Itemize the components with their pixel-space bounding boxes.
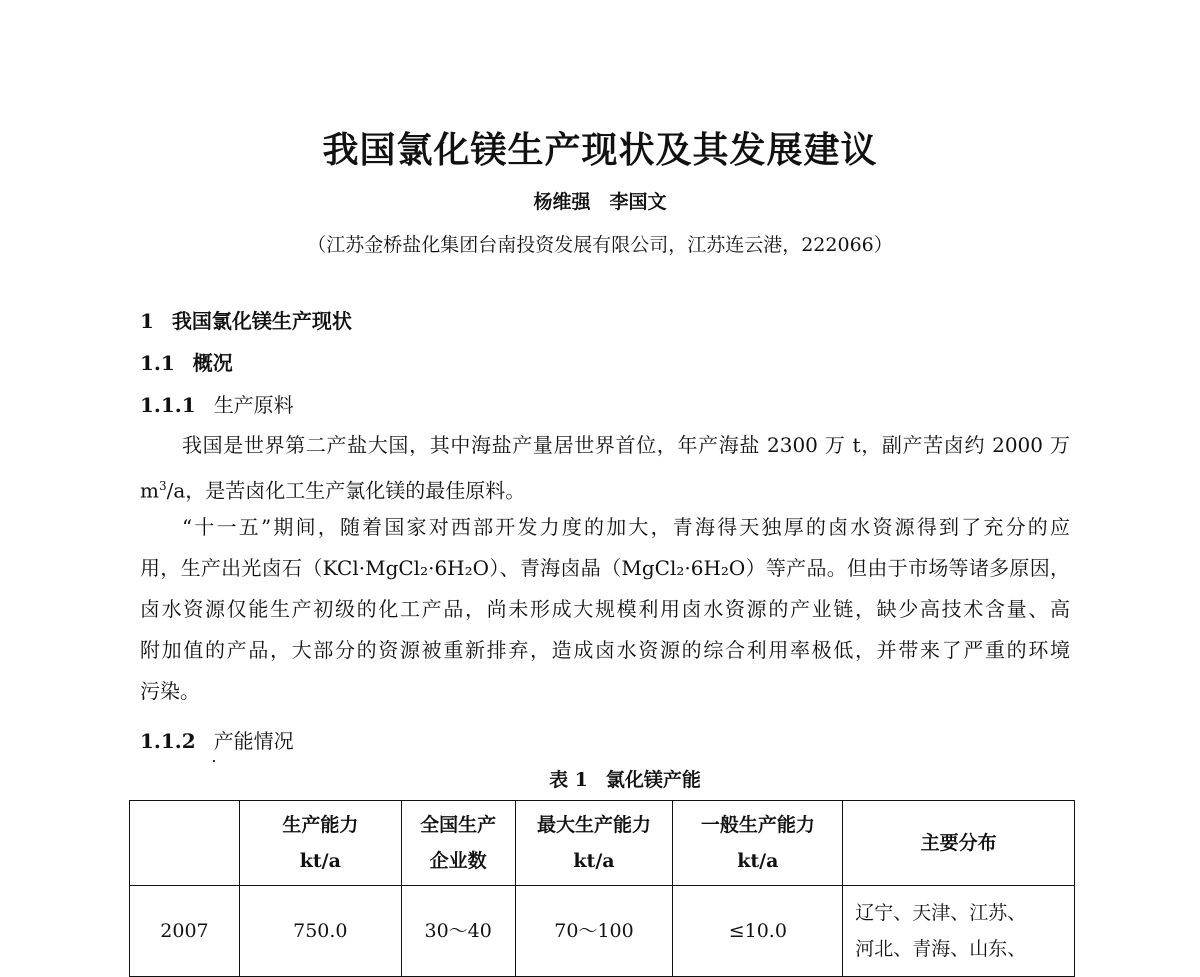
header-enterprises [401, 801, 515, 886]
table-caption [0, 765, 1200, 792]
paragraph-text: /a，是苦卤化工生产氯化镁的最佳原料。 [166, 478, 526, 503]
header-label: 主要分布 [920, 832, 997, 854]
header-year [130, 801, 240, 886]
header-label: 全国生产 [420, 814, 497, 836]
header-unit: kt/a [737, 850, 779, 872]
paper-title: 我国氯化镁生产现状及其发展建议 [322, 129, 878, 171]
header-unit: kt/a [573, 850, 615, 872]
unit-text: m [140, 478, 159, 503]
section-heading-1-1-1 [140, 389, 294, 418]
header-label: 生产能力 [282, 814, 359, 836]
header-unit: 企业数 [429, 850, 487, 872]
section-number: 1 [140, 309, 154, 333]
distribution-line: 辽宁、天津、江苏、 [855, 902, 1027, 924]
header-label: 最大生产能力 [536, 814, 651, 836]
paragraph-line: 用，生产出光卤石（KCl·MgCl₂·6H₂O）、青海卤晶（MgCl₂·6H₂O）等产品。但由于市场等诸多原因， [140, 556, 1070, 580]
section-heading-1-1-2 [140, 725, 294, 754]
paragraph-line [140, 466, 1070, 507]
cell-max-capacity: 70～100 [515, 886, 673, 977]
header-label: 一般生产能力 [700, 814, 815, 836]
cell-year: 2007 [130, 886, 240, 977]
table-row [130, 886, 1075, 977]
header-unit: kt/a [299, 850, 341, 872]
section-heading-1-1 [140, 347, 233, 376]
section-title: 产能情况 [213, 729, 294, 753]
paragraph-line: 我国是世界第二产盐大国，其中海盐产量居世界首位，年产海盐 2300 万 t，副产苦卤约 2000 万 [182, 433, 1070, 457]
capacity-table [129, 800, 1075, 977]
section-title: 概况 [192, 351, 233, 375]
section-title: 生产原料 [213, 393, 294, 417]
paragraph-line: “十一五”期间，随着国家对西部开发力度的加大，青海得天独厚的卤水资源得到了充分的应 [182, 515, 1070, 539]
paper-affiliation: （江苏金桥盐化集团台南投资发展有限公司，江苏连云港，222066） [307, 234, 893, 256]
section-number: 1.1.1 [140, 393, 196, 417]
table-header-row [130, 801, 1075, 886]
section-number: 1.1 [140, 351, 175, 375]
header-distribution [843, 801, 1075, 886]
section-number: 1.1.2 [140, 729, 196, 753]
header-max-capacity [515, 801, 673, 886]
paragraph-line: 卤水资源仅能生产初级的化工产品，尚未形成大规模利用卤水资源的产业链，缺少高技术含量、高 [140, 597, 1070, 621]
paragraph-raw-materials [140, 425, 1070, 507]
header-capacity [239, 801, 401, 886]
section-heading-1 [140, 305, 352, 334]
cell-enterprises: 30～40 [401, 886, 515, 977]
cell-distribution [843, 886, 1075, 977]
cell-capacity: 750.0 [239, 886, 401, 977]
cell-general-capacity: ≤10.0 [673, 886, 843, 977]
paragraph-eleventh-five-year [140, 507, 1070, 712]
section-title: 我国氯化镁生产现状 [171, 309, 352, 333]
paragraph-line: 附加值的产品，大部分的资源被重新排弃，造成卤水资源的综合利用率极低，并带来了严重的环境 [140, 638, 1070, 662]
table-title: 氯化镁产能 [605, 769, 701, 791]
superscript: 3 [158, 479, 167, 493]
header-general-capacity [673, 801, 843, 886]
scan-speck [213, 760, 215, 762]
paragraph-line: 污染。 [140, 679, 200, 703]
table-number: 表 1 [549, 769, 588, 791]
distribution-line: 河北、青海、山东、 [855, 938, 1027, 960]
paper-authors: 杨维强 李国文 [533, 191, 667, 213]
